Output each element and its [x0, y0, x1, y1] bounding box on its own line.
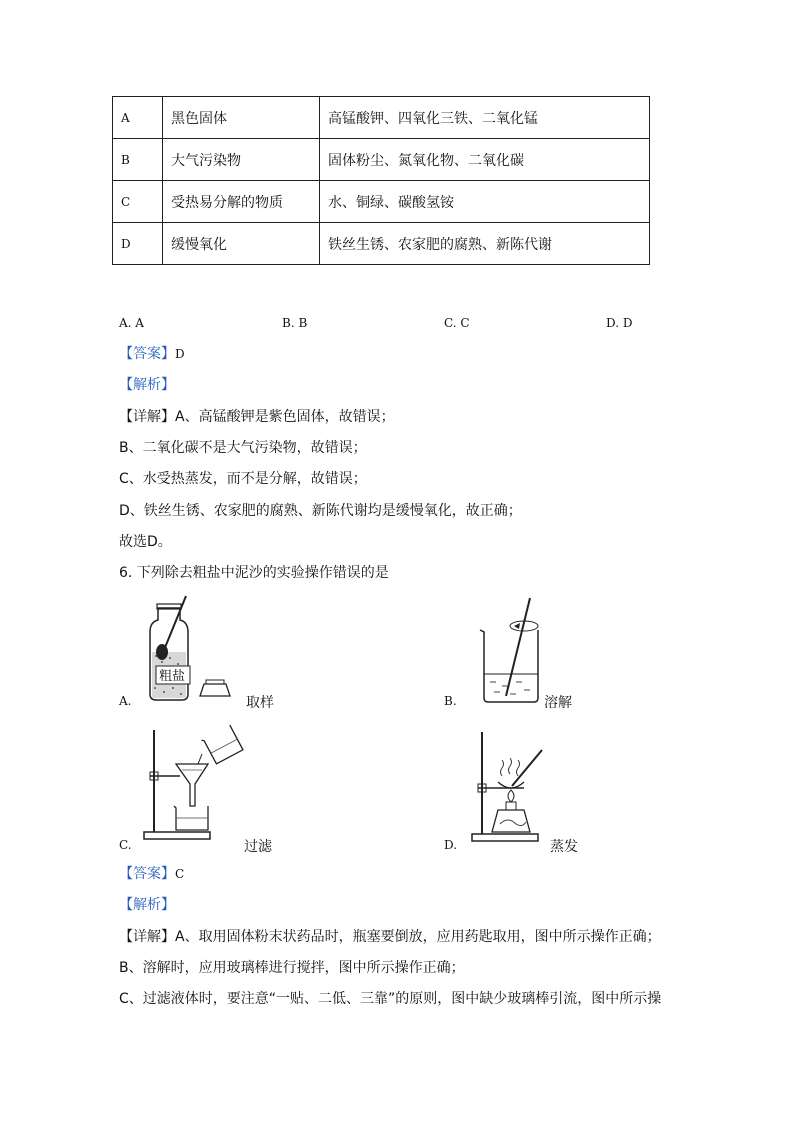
row-items: 固体粉尘、氮氧化物、二氧化碳 [320, 139, 650, 181]
table-row [113, 223, 650, 265]
row-items: 铁丝生锈、农家肥的腐熟、新陈代谢 [320, 223, 650, 265]
option-d: D. D [606, 316, 633, 330]
option-c: C. C [444, 316, 470, 330]
explanation-line: B、二氧化碳不是大气污染物，故错误； [119, 440, 367, 456]
answer-tag: 【答案】 [119, 866, 175, 882]
q5-answer-line [119, 343, 185, 363]
q6-answer-line [119, 863, 184, 883]
row-items: 水、铜绿、碳酸氢铵 [320, 181, 650, 223]
detail-tag: 【详解】 [119, 929, 175, 945]
question-6: 6. 下列除去粗盐中泥沙的实验操作错误的是 [119, 565, 389, 581]
option-b: B. B [282, 316, 308, 330]
figure-b-dissolving [476, 596, 546, 706]
row-items: 高锰酸钾、四氧化三铁、二氧化锰 [320, 97, 650, 139]
analysis-tag: 【解析】 [119, 377, 175, 393]
detail-text: A、取用固体粉末状药品时，瓶塞要倒放，应用药匙取用，图中所示操作正确； [175, 929, 661, 945]
row-category: 大气污染物 [163, 139, 320, 181]
figure-d-caption: 蒸发 [550, 839, 578, 855]
table-row [113, 181, 650, 223]
explanation-line: 故选D。 [119, 534, 172, 550]
row-key: D [113, 223, 163, 265]
classification-table [112, 96, 650, 265]
explanation-line: C、水受热蒸发，而不是分解，故错误； [119, 471, 367, 487]
answer-value: D [175, 347, 185, 361]
figure-a-letter: A. [119, 694, 132, 708]
figure-b-caption: 溶解 [544, 695, 572, 711]
detail-tag: 【详解】 [119, 409, 175, 425]
answer-value: C [175, 867, 185, 881]
explanation-line: B、溶解时，应用玻璃棒进行搅拌，图中所示操作正确； [119, 960, 465, 976]
row-category: 受热易分解的物质 [163, 181, 320, 223]
figure-a-caption: 取样 [246, 695, 274, 711]
option-a: A. A [119, 316, 144, 330]
figure-a-sampling [140, 592, 250, 704]
detail-line [119, 926, 661, 946]
figure-b-letter: B. [444, 694, 457, 708]
detail-line [119, 406, 395, 426]
figure-c-caption: 过滤 [244, 839, 272, 855]
answer-tag: 【答案】 [119, 346, 175, 362]
row-key: A [113, 97, 163, 139]
row-category: 缓慢氧化 [163, 223, 320, 265]
analysis-tag: 【解析】 [119, 897, 175, 913]
bottle-label: 粗盐 [159, 669, 186, 684]
figure-d-letter: D. [444, 838, 458, 852]
explanation-line: C、过滤液体时，要注意“一贴、二低、三靠”的原则，图中缺少玻璃棒引流，图中所示操 [119, 991, 662, 1007]
table-row [113, 139, 650, 181]
figure-c-filtration [140, 724, 250, 842]
explanation-line: D、铁丝生锈、农家肥的腐熟、新陈代谢均是缓慢氧化，故正确； [119, 503, 522, 519]
row-key: C [113, 181, 163, 223]
figure-c-letter: C. [119, 838, 132, 852]
row-key: B [113, 139, 163, 181]
table-row [113, 97, 650, 139]
figure-d-evaporation [468, 730, 568, 846]
detail-text: A、高锰酸钾是紫色固体，故错误； [175, 409, 395, 425]
row-category: 黑色固体 [163, 97, 320, 139]
